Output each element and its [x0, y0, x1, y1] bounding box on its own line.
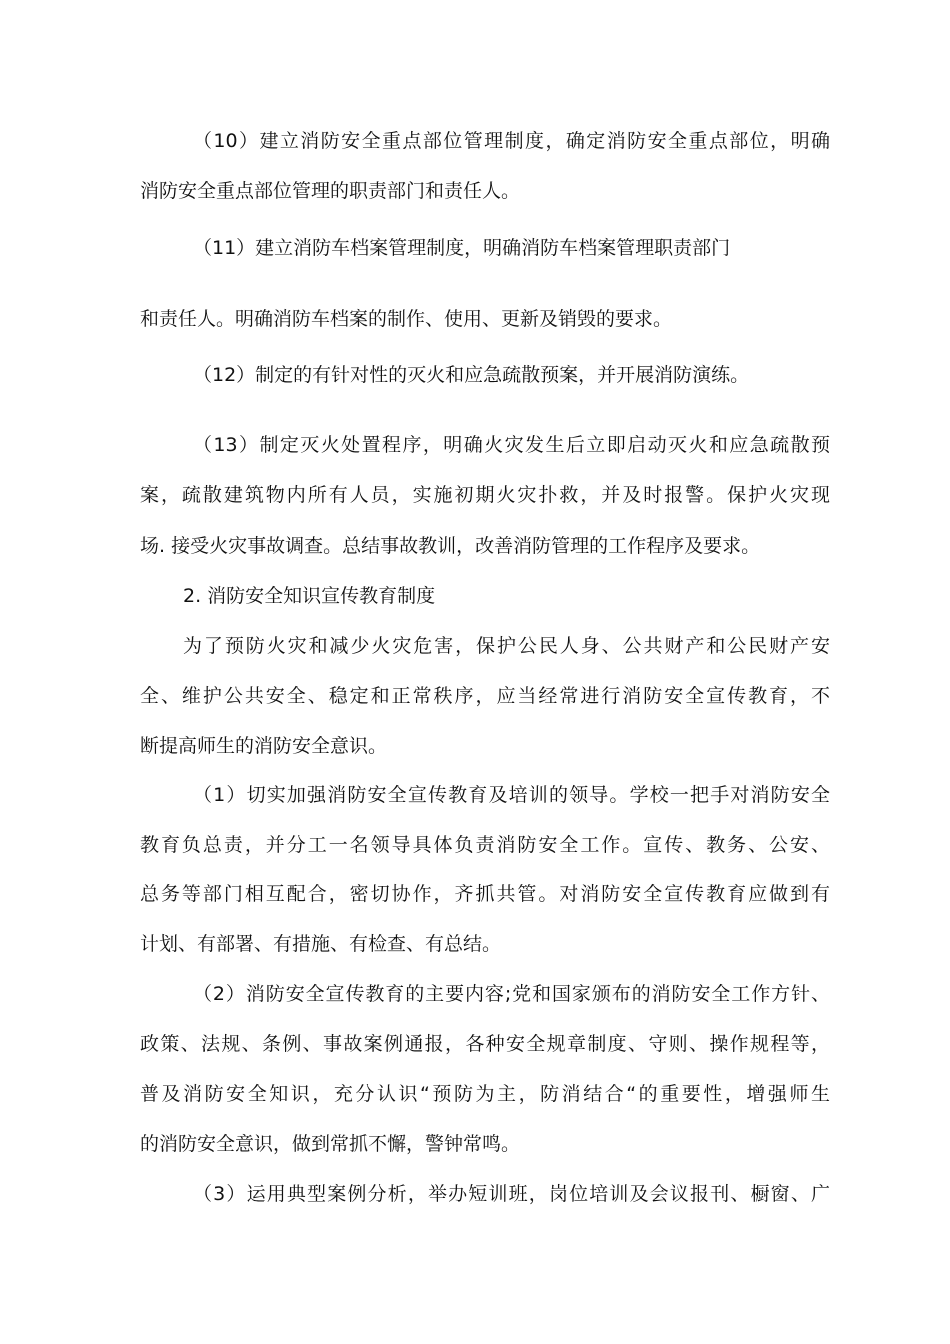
item-3-line-1: （3）运用典型案例分析，举办短训班，岗位培训及会议报刊、橱窗、广	[193, 1183, 830, 1205]
item-1-line-2: 教育负总责，并分工一名领导具体负责消防安全工作。宣传、教务、公安、	[140, 834, 830, 856]
paragraph-13-line-3: 场. 接受火灾事故调查。总结事故教训，改善消防管理的工作程序及要求。	[140, 535, 761, 557]
paragraph-11-line-1: （11）建立消防车档案管理制度，明确消防车档案管理职责部门	[193, 237, 731, 259]
item-1-line-3: 总务等部门相互配合，密切协作，齐抓共管。对消防安全宣传教育应做到有	[140, 883, 830, 905]
section-heading: 2. 消防安全知识宣传教育制度	[183, 585, 436, 607]
paragraph-11-line-2: 和责任人。明确消防车档案的制作、使用、更新及销毁的要求。	[140, 308, 673, 330]
intro-paragraph-line-3: 断提高师生的消防安全意识。	[140, 735, 388, 757]
paragraph-12-line-1: （12）制定的有针对性的灭火和应急疏散预案，并开展消防演练。	[193, 364, 750, 386]
intro-paragraph-line-2: 全、维护公共安全、稳定和正常秩序，应当经常进行消防安全宣传教育，不	[140, 685, 830, 707]
item-2-line-4: 的消防安全意识，做到常抓不懈，警钟常鸣。	[140, 1133, 521, 1155]
item-2-line-1: （2）消防安全宣传教育的主要内容;党和国家颁布的消防安全工作方针、	[193, 983, 830, 1005]
paragraph-10-line-1: （10）建立消防安全重点部位管理制度，确定消防安全重点部位，明确	[193, 130, 830, 152]
item-2-line-3: 普及消防安全知识，充分认识“预防为主，防消结合“的重要性，增强师生	[140, 1083, 830, 1105]
item-1-line-1: （1）切实加强消防安全宣传教育及培训的领导。学校一把手对消防安全	[193, 784, 830, 806]
paragraph-13-line-2: 案，疏散建筑物内所有人员，实施初期火灾扑救，并及时报警。保护火灾现	[140, 484, 830, 506]
paragraph-13-line-1: （13）制定灭火处置程序，明确火灾发生后立即启动灭火和应急疏散预	[193, 434, 830, 456]
intro-paragraph-line-1: 为了预防火灾和减少火灾危害，保护公民人身、公共财产和公民财产安	[183, 635, 830, 657]
item-2-line-2: 政策、法规、条例、事故案例通报，各种安全规章制度、守则、操作规程等，	[140, 1033, 830, 1055]
paragraph-10-line-2: 消防安全重点部位管理的职责部门和责任人。	[140, 180, 521, 202]
item-1-line-4: 计划、有部署、有措施、有检查、有总结。	[140, 933, 502, 955]
